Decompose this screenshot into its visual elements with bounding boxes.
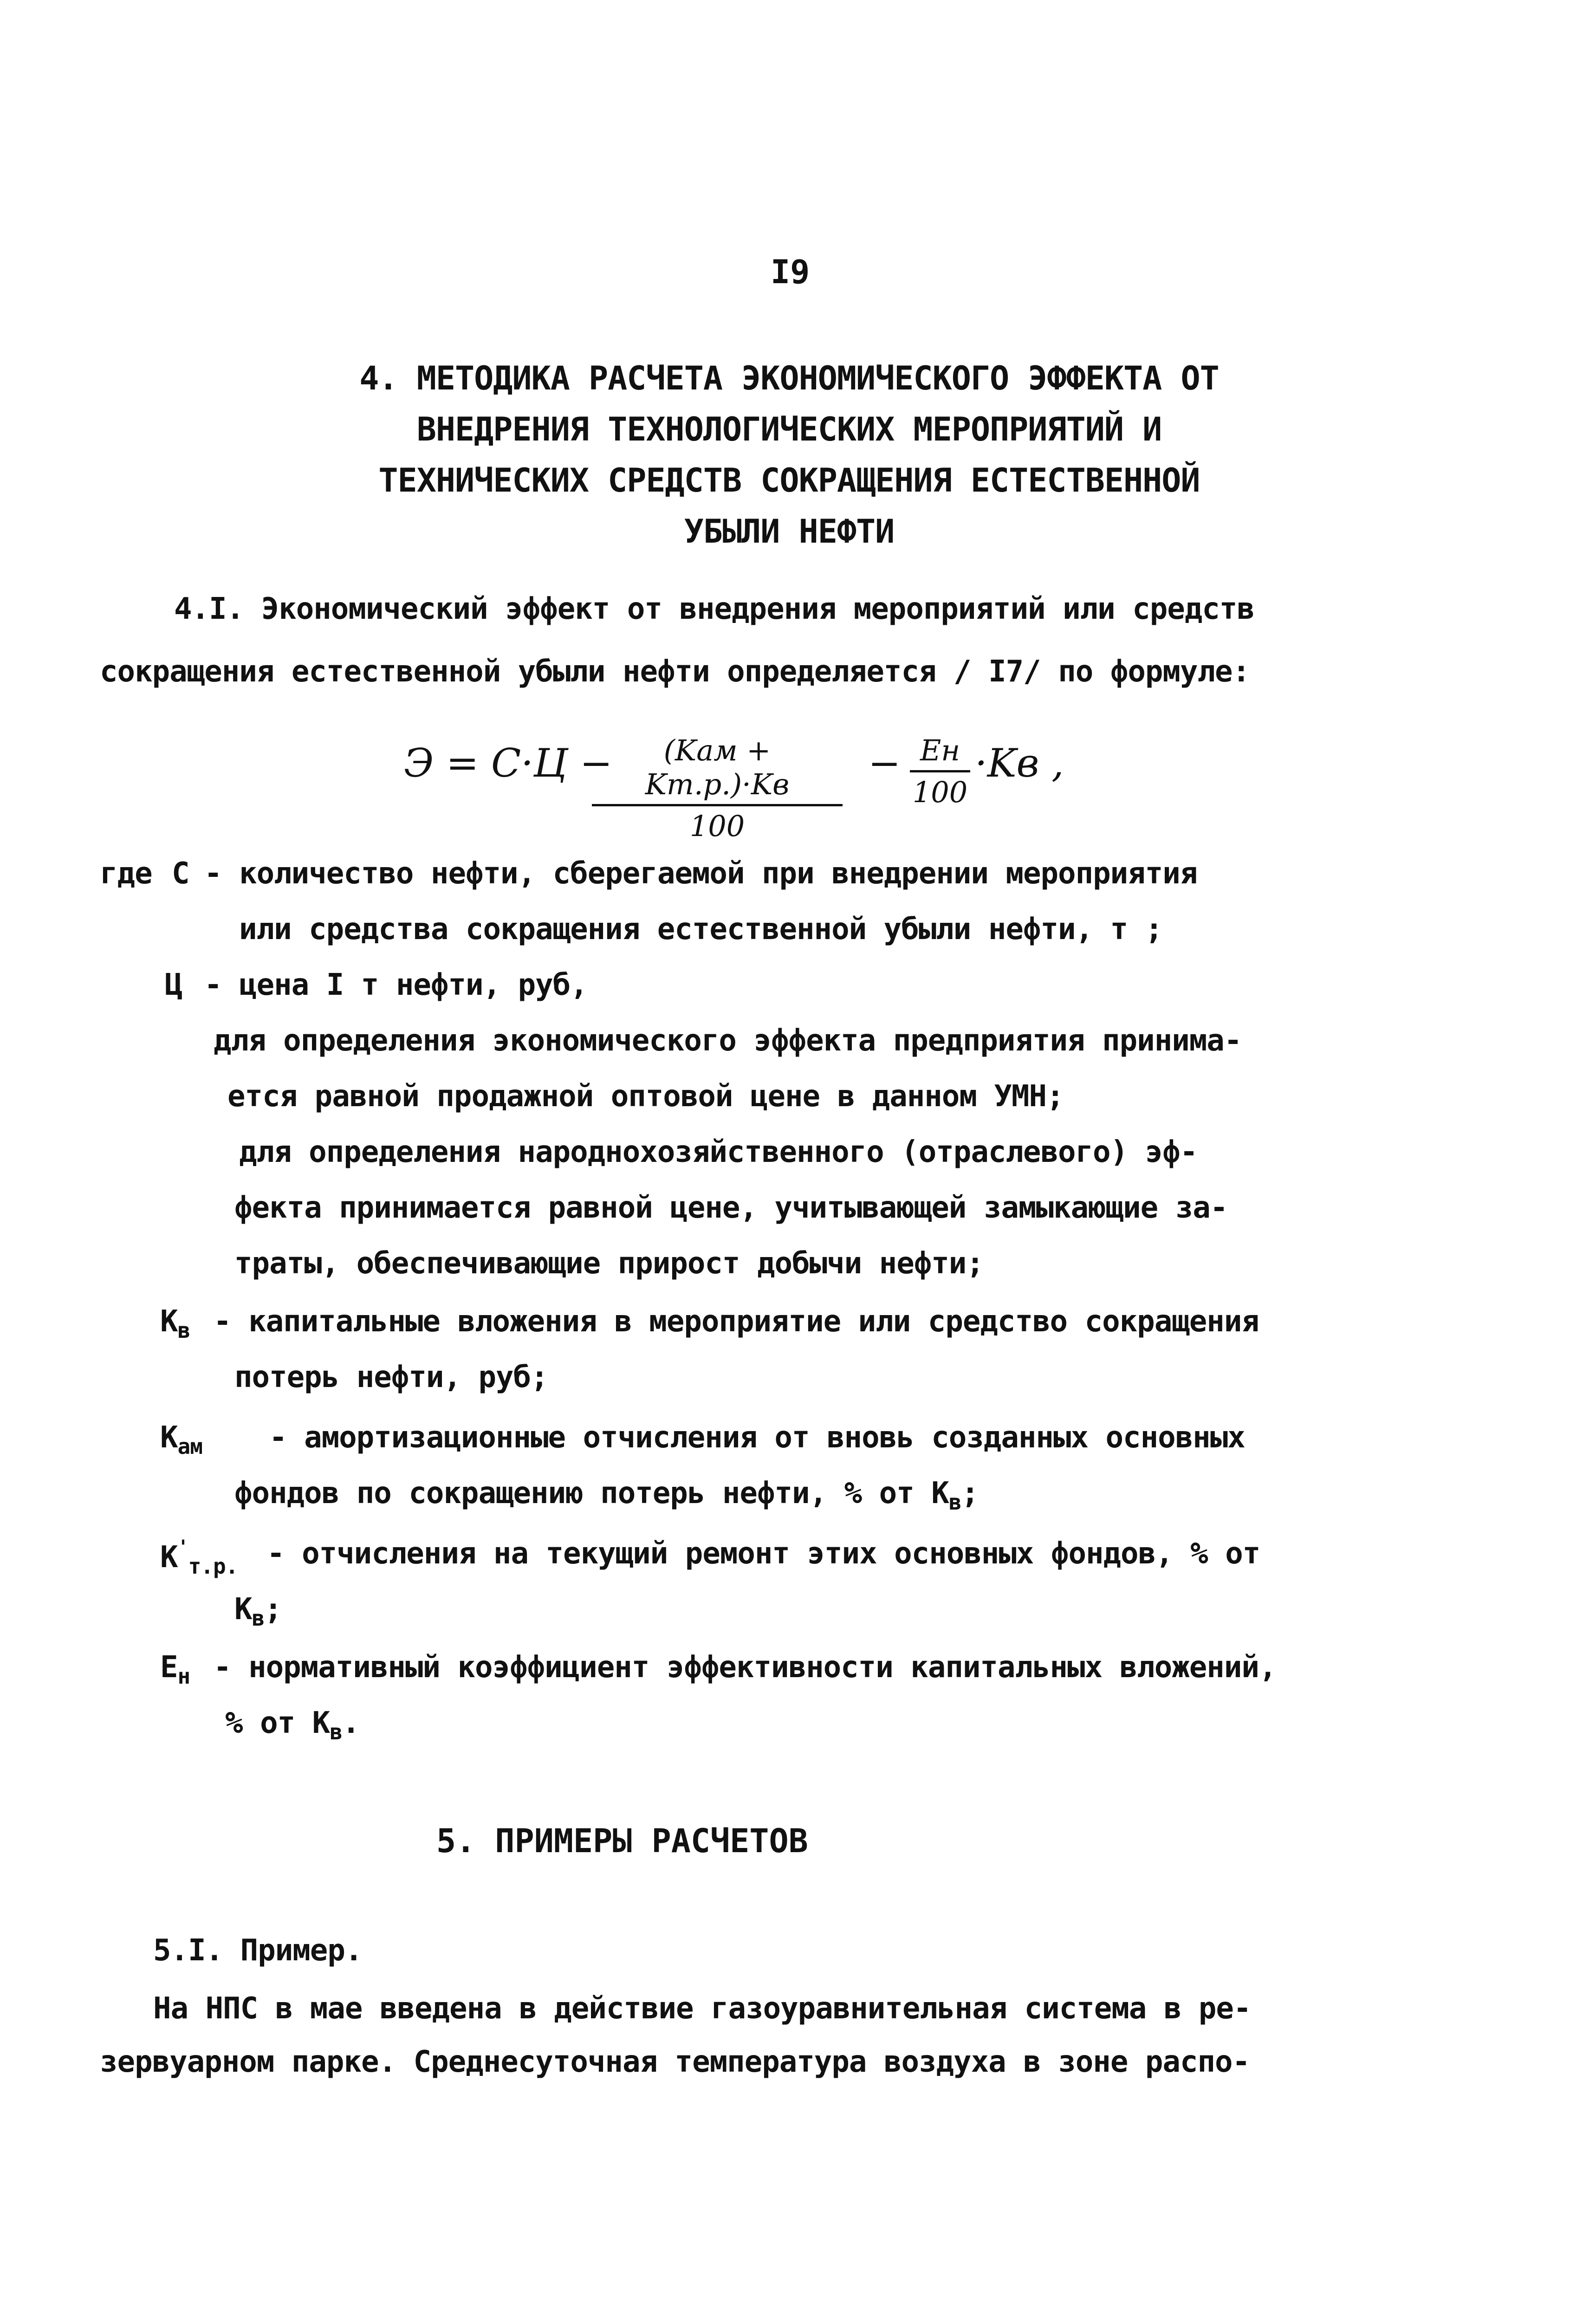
ktr-line2-subscript: в — [252, 1606, 265, 1631]
def-c-line2: или средства сокращения естественной убыли нефти, т ; — [239, 912, 1163, 947]
fraction-bar — [910, 770, 970, 772]
kam-line2-end: ; — [961, 1476, 979, 1511]
def-ktr-line2 — [234, 1592, 282, 1631]
example-line1: На НПС в мае введена в действие газоуравнительная система в ре- — [153, 1991, 1251, 2026]
fraction-2-numerator: Eн — [920, 733, 960, 767]
kam-subscript: ам — [177, 1434, 202, 1459]
kam-letter: К — [160, 1420, 178, 1455]
paragraph-4-1-line2: сокращения естественной убыли нефти определяется / I7/ по формуле: — [100, 655, 1250, 689]
def-ts-line6: траты, обеспечивающие прирост добычи нефти; — [234, 1246, 984, 1281]
def-en-line1: - нормативный коэффициент эффективности капитальных вложений, — [214, 1650, 1277, 1685]
fraction-1-numerator: (Kам + Kт.р.)·Kв — [645, 733, 790, 801]
def-ts-symbol: Ц — [165, 968, 182, 1002]
kam-line2-subscript: в — [948, 1490, 961, 1515]
def-ktr-symbol — [160, 1537, 238, 1579]
def-ktr-line1: - отчисления на текущий ремонт этих основных фондов, % от — [267, 1537, 1260, 1571]
def-en-line2 — [225, 1706, 359, 1744]
def-kv-line2: потерь нефти, руб; — [234, 1360, 548, 1394]
kam-line2-text: фондов по сокращению потерь нефти, % от К — [234, 1476, 949, 1511]
formula-tail: ·Kв , — [975, 740, 1064, 786]
en-line2-subscript: в — [330, 1719, 342, 1744]
paragraph-4-1-line1: 4.I. Экономический эффект от внедрения мероприятий или средств — [174, 592, 1254, 626]
en-letter: Е — [160, 1650, 178, 1685]
def-ts-line5: фекта принимается равной цене, учитывающей замыкающие за- — [234, 1191, 1228, 1225]
en-subscript: н — [177, 1664, 190, 1689]
fraction-2-denominator: 100 — [912, 775, 968, 809]
ktr-subscript: т.р. — [188, 1554, 238, 1579]
def-ts-line1: - цена I т нефти, руб, — [204, 968, 588, 1002]
formula-minus: − — [868, 740, 901, 786]
def-ts-line3: ется равной продажной оптовой цене в данном УМН; — [227, 1079, 1064, 1114]
section5-heading: 5. ПРИМЕРЫ РАСЧЕТОВ — [436, 1822, 808, 1860]
kv-letter: К — [160, 1304, 178, 1339]
def-kam-line1: - амортизационные отчисления от вновь созданных основных — [269, 1420, 1245, 1455]
def-kam-line2 — [234, 1476, 979, 1515]
def-en-symbol — [160, 1650, 190, 1689]
heading-line: 4. МЕТОДИКА РАСЧЕТА ЭКОНОМИЧЕСКОГО ЭФФЕКТА ОТ — [359, 359, 1219, 397]
fraction-bar — [592, 804, 843, 806]
where-prefix: где — [100, 856, 152, 891]
page-number: I9 — [771, 253, 810, 291]
ktr-prime: ' — [177, 1537, 188, 1558]
def-c-symbol: С — [172, 856, 189, 891]
def-kv-line1: - капитальные вложения в мероприятие или средство сокращения — [214, 1304, 1259, 1339]
example-line2: зервуарном парке. Среднесуточная температура воздуха в зоне распо- — [100, 2045, 1250, 2079]
kv-subscript: в — [177, 1318, 190, 1343]
formula-fraction-1 — [592, 733, 843, 843]
heading-line: ТЕХНИЧЕСКИХ СРЕДСТВ СОКРАЩЕНИЯ ЕСТЕСТВЕННОЙ — [378, 461, 1200, 499]
heading-line: УБЫЛИ НЕФТИ — [684, 512, 895, 551]
def-kam-symbol — [160, 1420, 202, 1459]
heading-line: ВНЕДРЕНИЯ ТЕХНОЛОГИЧЕСКИХ МЕРОПРИЯТИЙ И — [416, 410, 1162, 448]
formula-lhs: Э = С·Ц − — [404, 740, 613, 786]
ktr-letter: К — [160, 1540, 178, 1575]
def-kv-symbol — [160, 1304, 190, 1343]
formula-fraction-2 — [910, 733, 970, 809]
def-ts-line4: для определения народнохозяйственного (отраслевого) эф- — [239, 1135, 1198, 1169]
def-c-line1: - количество нефти, сберегаемой при внедрении мероприятия — [204, 856, 1198, 891]
def-ts-line2: для определения экономического эффекта предприятия принима- — [214, 1024, 1242, 1058]
section4-heading — [297, 353, 1281, 557]
ktr-line2-letter: К — [234, 1592, 252, 1627]
ktr-line2-end: ; — [264, 1592, 282, 1627]
example-title: 5.I. Пример. — [153, 1933, 363, 1968]
en-line2-end: . — [342, 1706, 360, 1740]
fraction-1-denominator: 100 — [689, 809, 745, 843]
en-line2-text: % от К — [225, 1706, 330, 1740]
